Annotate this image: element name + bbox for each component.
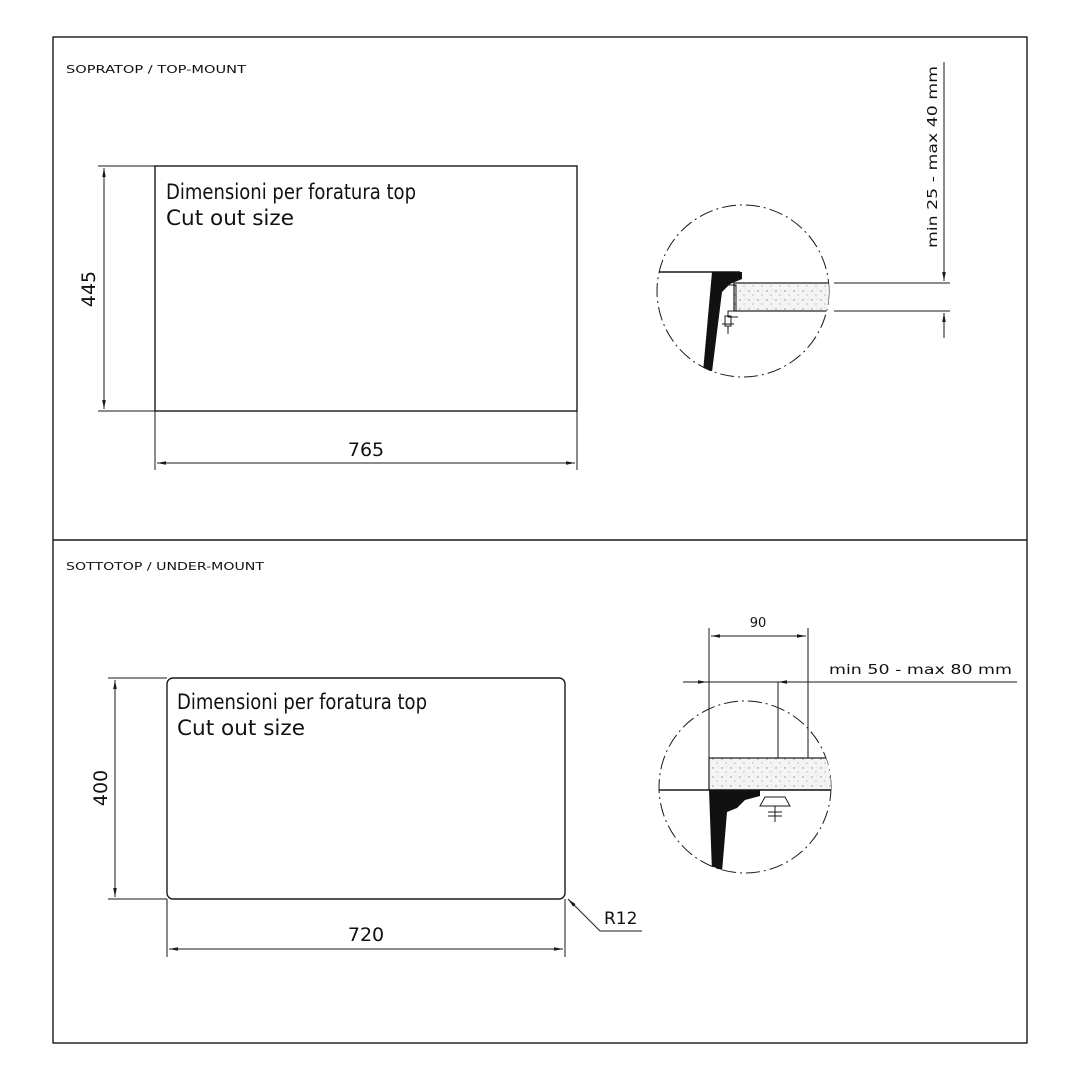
under-mount-thickness-value: min 50 - max 80 mm: [829, 663, 1012, 678]
top-mount-cutout-label-en: Cut out size: [166, 206, 294, 230]
top-mount-detail-view: [650, 205, 950, 377]
under-mount-cutout-label-en: Cut out size: [177, 716, 305, 740]
top-mount-title: SOPRATOP / TOP-MOUNT: [66, 63, 247, 76]
top-mount-thickness-dimension: [926, 62, 944, 338]
under-mount-width-dimension: [167, 899, 565, 957]
top-mount-section: [66, 62, 950, 470]
top-mount-height-dimension: [78, 166, 155, 411]
top-mount-width-dimension: [155, 411, 577, 470]
under-mount-height-value: 400: [90, 769, 112, 807]
under-mount-radius-value: R12: [604, 909, 638, 929]
under-mount-height-dimension: [90, 678, 167, 899]
under-mount-radius-callout: [568, 899, 642, 931]
under-mount-detail-view: [650, 701, 840, 873]
under-mount-title: SOTTOTOP / UNDER-MOUNT: [66, 560, 265, 573]
top-mount-thickness-value: min 25 - max 40 mm: [926, 111, 941, 248]
under-mount-offset-value: 90: [749, 616, 767, 631]
under-mount-section: [66, 560, 1017, 957]
under-mount-cutout-label-it: Dimensioni per foratura top: [177, 690, 427, 714]
top-mount-height-value: 445: [78, 270, 100, 308]
top-mount-cutout-label-it: Dimensioni per foratura top: [166, 180, 416, 204]
top-mount-width-value: 765: [347, 439, 385, 461]
under-mount-width-value: 720: [347, 924, 385, 946]
